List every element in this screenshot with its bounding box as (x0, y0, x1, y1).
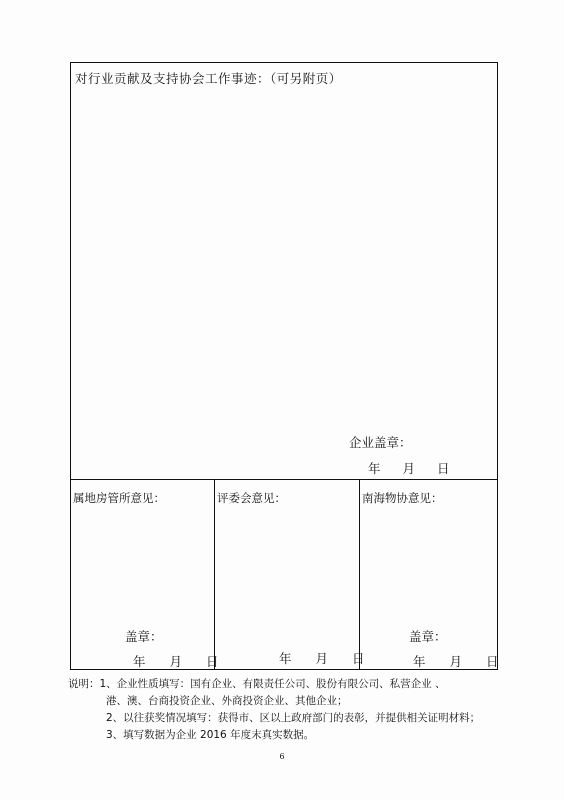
company-seal-label: 企业盖章： (349, 435, 412, 450)
housing-office-date (133, 652, 219, 670)
date-month-label: 月 (169, 654, 183, 669)
nanhai-association-date (413, 652, 499, 670)
note-line: 3、填写数据为企业 2016 年度末真实数据。 (106, 729, 315, 741)
date-month-label: 月 (449, 654, 463, 669)
review-committee-opinion-cell (215, 480, 365, 669)
date-day-label: 日 (206, 654, 219, 669)
form-notes (68, 676, 548, 744)
date-year-label: 年 (279, 651, 292, 666)
review-committee-opinion-title: 评委会意见： (217, 491, 286, 505)
nanhai-association-opinion-cell (360, 480, 497, 669)
review-committee-date (279, 649, 365, 667)
note-line: 说明：1、企业性质填写：国有企业、有限责任公司、股份有限公司、私营企业 、 (68, 678, 446, 690)
contribution-section (71, 63, 497, 480)
housing-office-opinion-cell (71, 480, 219, 669)
housing-office-seal-label: 盖章： (125, 629, 163, 644)
date-month-label: 月 (315, 651, 329, 666)
nanhai-association-opinion-title: 南海物协意见： (362, 491, 443, 505)
application-form-table (70, 62, 498, 670)
note-line: 2、以往获奖情况填写：获得市、区以上政府部门的表彰，并提供相关证明材料； (106, 712, 481, 724)
date-day-label: 日 (352, 651, 365, 666)
contribution-title: 对行业贡献及支持协会工作事迹：（可另附页） (75, 71, 342, 86)
date-day-label: 日 (437, 461, 450, 476)
date-day-label: 日 (486, 654, 499, 669)
date-month-label: 月 (402, 461, 416, 476)
contribution-date (368, 459, 450, 477)
date-year-label: 年 (413, 654, 426, 669)
date-year-label: 年 (133, 654, 146, 669)
nanhai-association-seal-label: 盖章： (409, 629, 447, 644)
housing-office-opinion-title: 属地房管所意见： (73, 491, 165, 505)
date-year-label: 年 (368, 461, 381, 476)
note-line: 港、澳、台商投资企业、外商投资企业、其他企业； (106, 695, 348, 707)
page-number: 6 (279, 752, 285, 761)
